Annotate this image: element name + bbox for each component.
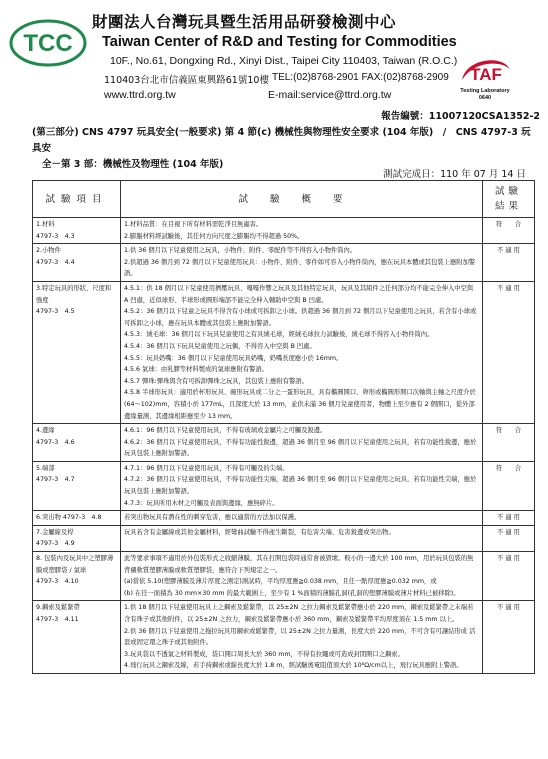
- summary-line: (b) 在任一面積為 30 mm×30 mm 的最大範圍上，至少有 1 %面積的薄膜孔洞(孔洞的塑膠薄膜或薄片材料已被移除)。: [124, 589, 460, 597]
- test-summary-cell: [121, 601, 483, 674]
- test-summary-cell: [121, 218, 483, 244]
- summary-line: 3.玩具袋以不透氣之材料製成，袋口開口周長大於 360 mm，不得有拉繩或可造成封閉開口之鋼索。: [124, 650, 404, 658]
- test-item-name: 9.鋼索及鬆緊帶: [36, 604, 80, 612]
- test-result-cell: 不 適 用: [483, 244, 535, 282]
- summary-line: 4.7.3：玩具所用木材之可觸及表面與邊緣，應無碎片。: [124, 499, 279, 507]
- tel-fax: TEL:(02)8768-2901 FAX:(02)8768-2909: [272, 72, 449, 83]
- table-row: [33, 461, 535, 510]
- header-test-summary: 試驗概要: [121, 181, 483, 218]
- test-summary-cell: [121, 424, 483, 462]
- test-summary-cell: [121, 244, 483, 282]
- test-result-cell: 不 適 用: [483, 552, 535, 601]
- address-zh: 110403台北市信義區東興路61號10樓: [104, 75, 269, 86]
- header-result-line-1: 試驗: [494, 186, 522, 197]
- test-item-code: 4797-3 4.9: [36, 540, 75, 548]
- test-summary-cell: [121, 552, 483, 601]
- test-result-cell: 符 合: [483, 461, 535, 510]
- org-name-en: Taiwan Center of R&D and Testing for Commodities: [102, 34, 457, 50]
- summary-line: 2.供 36 個月以下兒童使用之拖拉玩具用鋼索或鬆緊帶，以 25±2N 之拉力量測，長度大於 220 mm，不可含有可讓結形成 活套或固定環之珠子或其他附件。: [124, 627, 476, 647]
- test-summary-cell: [121, 511, 483, 526]
- summary-line: 若突出物玩具有潛在性的刺穿危害，應以適當的方法加以保護。: [124, 514, 301, 522]
- test-result-cell: 不 適 用: [483, 511, 535, 526]
- test-item-name: 3.特定玩具的形狀、尺度和強度: [36, 284, 112, 304]
- test-item-cell: [33, 461, 121, 510]
- tcc-logo-text: TCC: [23, 30, 73, 57]
- summary-line: 4.6.1：96 個月以下兒童使用玩具，不得有玻璃或金屬片之可觸及銳邊。: [124, 427, 327, 435]
- website-link[interactable]: www.ttrd.org.tw: [104, 89, 176, 101]
- test-item-cell: [33, 218, 121, 244]
- test-item-name: 4.邊緣: [36, 427, 55, 435]
- taf-number: 0640: [478, 95, 492, 101]
- table-row: [33, 281, 535, 423]
- table-header-row: [33, 181, 535, 218]
- address-en: 10F., No.61, Dongxing Rd., Xinyi Dist., Taipei City 110403, Taiwan (R.O.C.): [110, 55, 458, 67]
- table-row: [33, 218, 535, 244]
- table-row: [33, 601, 535, 674]
- summary-line: 2.供超過 36 個月到 72 個月以下兒童使用玩具：小物件、附件、零件如可容入小物件筒內，應在玩具本體或其包裝上應附加警語。: [124, 258, 476, 278]
- test-result-cell: 不 適 用: [483, 525, 535, 551]
- summary-line: 4.7.1：96 個月以下兒童使用玩具，不得有可觸及的尖端。: [124, 464, 289, 472]
- summary-line: 1.材料品質：在目視下所有材料需乾淨且無蟲害。: [124, 221, 263, 228]
- test-item-code: 4797-3 4.3: [36, 232, 75, 240]
- test-item-code: 4797-3 4.10: [36, 578, 79, 586]
- test-summary-cell: [121, 525, 483, 551]
- test-summary-cell: [121, 461, 483, 510]
- summary-line: 1.供 18 個月以下兒童使用玩具上之鋼索及鬆緊帶，以 25±2N 之拉力鋼索及鬆緊帶應小於 220 mm，鋼索及鬆緊帶之末端若含有珠子或其他附件，以 25±2N 之拉力，鋼索及鬆緊帶應小於 360 mm，鋼索及鬆緊帶平均厚度須在 1.5 mm 以上。: [124, 604, 474, 623]
- summary-line: 4.5.7 彈珠:彈珠與含有可拆卸彈珠之玩具，其包裝上應附有警語。: [124, 377, 308, 385]
- test-item-name: 8. 包裝內及玩具中之塑膠薄膜或塑膠袋 / 氣球: [36, 555, 114, 574]
- summary-line: 4.7.2：36 個月以下兒童使用玩具，不得有功能性尖端，超過 36 個月至 96 個月以下兒童使用之玩具，若有功能性尖端，應於玩具包裝上應附加警語。: [124, 476, 477, 496]
- title-line-1: (第三部分) CNS 4797 玩具安全(一般要求) 第 4 節(c) 機械性與物理性安全要求 (104 年版) / CNS 4797-3 玩具安: [32, 127, 531, 154]
- test-item-cell: [33, 601, 121, 674]
- summary-line: 1.供 36 個月以下兒童使用之玩具，小物件、附件、零配件等不得容入小物件筒內。: [124, 247, 357, 255]
- test-results-table: [32, 180, 535, 674]
- report-number-value: 11007120CSA1352-2: [428, 111, 540, 122]
- summary-line: 4.5.3：絨毛球：36 個月以下玩具兒童使用之有具絨毛球，經絨毛球拉力試驗後，絨毛球不得容入小物件筒內。: [124, 331, 434, 339]
- summary-line: 4.飛行玩具之鋼索及線，若手持鋼索或線長度大於 1.8 m，經試驗後電阻值須大於 10⁸Ω/cm以上，飛行玩具應附上警語。: [124, 662, 463, 670]
- test-item-name: 6.突出物 4797-3 4.8: [36, 514, 102, 522]
- summary-line: 4.6.2：36 個月以下兒童使用玩具，不得有功能性銳邊，超過 36 個月至 96 個月以下兒童使用之玩具，若有功能性銳邊，應於玩具包裝上應附加警語。: [124, 438, 477, 458]
- summary-line: 玩具若含有金屬線或其他金屬材料，經彎曲試驗不得產生斷裂，有危害尖端、危害銳邊或突出物。: [124, 528, 395, 536]
- test-completion-date: 測試完成日：110 年 07 月 14 日: [383, 169, 526, 180]
- test-result-cell: 不 適 用: [483, 601, 535, 674]
- header-test-item: 試驗項目: [33, 181, 121, 218]
- header-test-result: [483, 181, 535, 218]
- table-row: [33, 424, 535, 462]
- test-item-name: 5.端部: [36, 464, 55, 472]
- taf-logo-text: TAF: [470, 65, 502, 84]
- summary-line: 此等要求事項不適用於外包裝形式之收縮薄膜，其在打開包裝時通常會被毀壞。較小的一邊大於 100 mm，用於玩具包裝的無背襯軟質塑膠薄膜或軟質塑膠袋，應符合下列規定之一。: [124, 555, 474, 574]
- report-number-label: 報告編號：: [381, 111, 429, 122]
- test-result-cell: 不 適 用: [483, 281, 535, 423]
- summary-line: 4.5.4：36 個月以下玩具兒童使用之玩偶，不得容入中空與 B 凹處。: [124, 342, 316, 350]
- table-row: [33, 511, 535, 526]
- summary-line: 4.5.2：36 個月以下兒童之玩具不得含有小球或可拆卸之小球。供超過 36 個月到 72 個月以下兒童使用之玩具，若含有小球或可拆卸之小球，應在玩具本體或其包裝上應附加警語。: [124, 308, 477, 327]
- test-item-cell: [33, 525, 121, 551]
- summary-line: (a)當依 5.10(塑膠薄膜及薄片厚度之測定)測試時，平均厚度應≧0.038 mm，且任一點厚度應≧0.032 mm，或: [124, 578, 437, 586]
- test-item-cell: [33, 281, 121, 423]
- test-item-code: 4797-3 4.5: [36, 308, 75, 316]
- table-row: [33, 525, 535, 551]
- test-item-code: 4797-3 4.7: [36, 476, 75, 484]
- test-item-cell: [33, 424, 121, 462]
- test-item-name: 7.金屬線及桿: [36, 528, 74, 536]
- test-item-cell: [33, 511, 121, 526]
- summary-line: 4.5.8 半球形玩具：適用於杯形玩具、碗形玩具或二分之一蛋形玩具，具有橢圓開口、卵形或橢圓形開口次軸與主軸之尺度介於(64～102)mm，容積小於 177mL，且深度大於 13 mm，並供未滿 36 個月兒童使用者，物體上至少應有 2 個開口，從外部邊緣量測，其邊緣相距應至少 13 mm。: [124, 389, 476, 420]
- summary-line: 2.膨脹材料經試驗後，其任何方向尺度之膨脹均不得超過 50%。: [124, 232, 304, 240]
- table-row: [33, 552, 535, 601]
- test-summary-cell: [121, 281, 483, 423]
- title-line-2: 全－第 3 部：機械性及物理性 (104 年版): [42, 159, 224, 170]
- tcc-logo: [8, 16, 88, 70]
- summary-line: 4.5.1：供 18 個月以下兒童使用擠壓玩具、嘎嘎作響之玩具及其他特定玩具，玩具及其組件之任何部分均不能完全伸入中空與 A 凹處，近似球形、半球形或圓形端部不能完全伸入輔助中空與 B 凹處。: [124, 284, 474, 304]
- taf-caption-label: Testing Laboratory: [460, 88, 510, 94]
- test-item-code: 4797-3 4.6: [36, 438, 75, 446]
- test-item-code: 4797-3 4.11: [36, 616, 79, 623]
- report-header: [0, 0, 548, 130]
- report-number: [381, 108, 540, 122]
- test-item-name: 1.材料: [36, 221, 55, 228]
- test-item-name: 2.小物件: [36, 247, 61, 255]
- test-item-code: 4797-3 4.4: [36, 258, 75, 266]
- email-address[interactable]: E-mail:service@ttrd.org.tw: [268, 89, 392, 101]
- test-item-cell: [33, 552, 121, 601]
- test-result-cell: 符 合: [483, 218, 535, 244]
- taf-caption: [452, 88, 518, 102]
- header-result-line-2: 結果: [494, 201, 522, 212]
- table-row: [33, 244, 535, 282]
- test-result-cell: 符 合: [483, 424, 535, 462]
- summary-line: 4.5.6 氣球：由乳膠等材料製成的氣球應附有警語。: [124, 366, 268, 374]
- test-item-cell: [33, 244, 121, 282]
- org-name-zh: 財團法人台灣玩具暨生活用品研發檢測中心: [92, 13, 397, 31]
- summary-line: 4.5.5：玩具奶嘴：36 個月以下兒童使用玩具奶嘴，奶嘴長度應小於 16mm。: [124, 354, 343, 362]
- taf-logo: [456, 52, 514, 86]
